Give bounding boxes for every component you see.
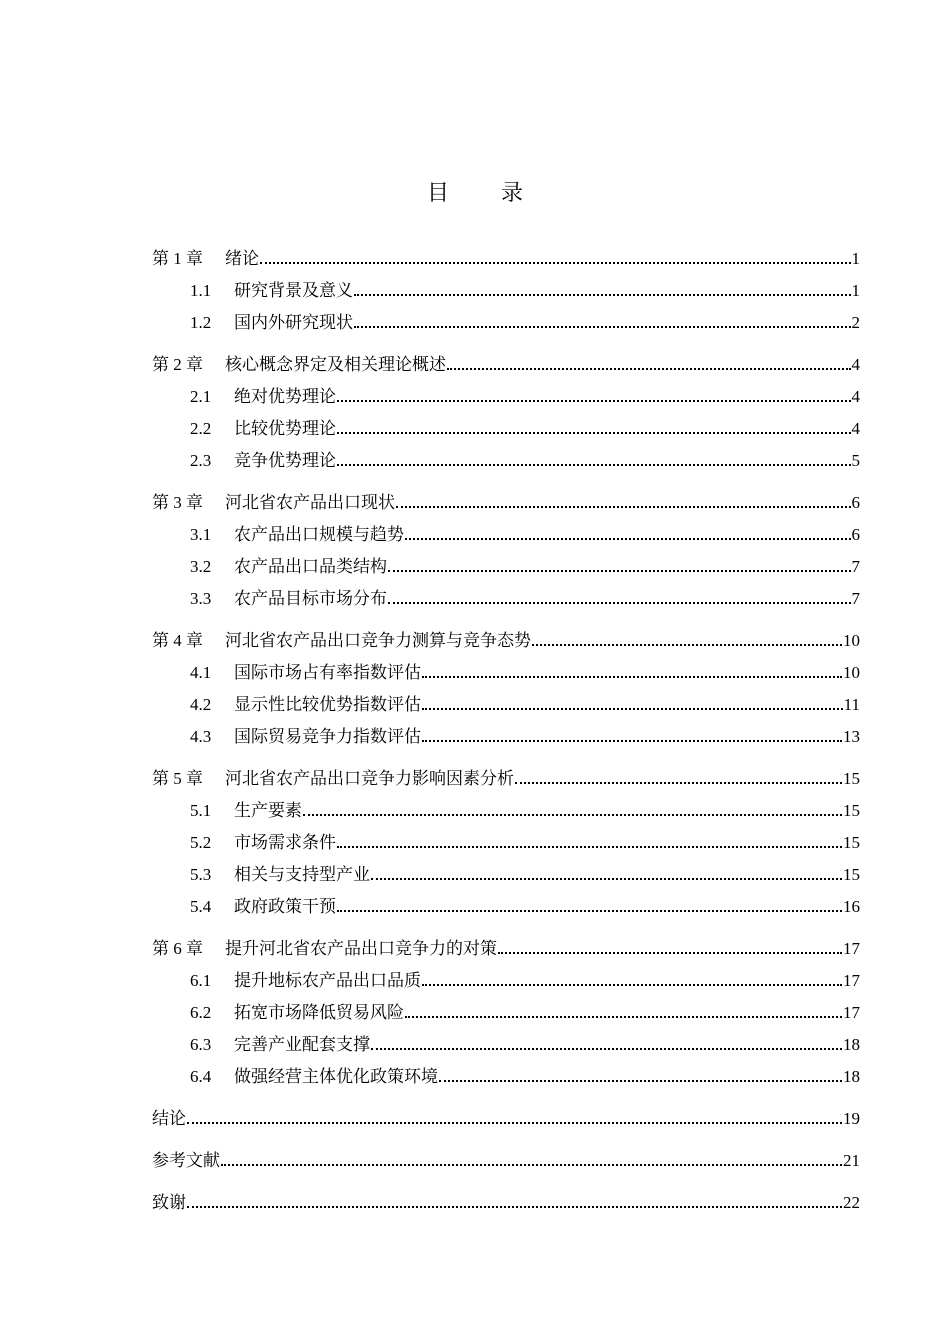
toc-entry-label: 绝对优势理论 [234,387,336,407]
toc-entry-page-number: 4 [851,387,860,406]
toc-dot-leader [388,569,851,572]
toc-entry-label: 绪论 [225,249,259,269]
toc-dot-leader [260,261,851,264]
toc-section-entry[interactable] [152,860,860,892]
toc-dot-leader [439,1079,842,1082]
toc-chapter-entry[interactable] [152,764,860,796]
toc-entry-number: 第 1 章 [152,249,203,268]
toc-dot-leader [303,813,842,816]
toc-entry-label: 致谢 [152,1193,186,1213]
toc-entry-label: 国际贸易竞争力指数评估 [234,727,421,747]
toc-dot-leader [187,1205,842,1208]
toc-entry-number: 第 4 章 [152,631,203,650]
toc-dot-leader [221,1163,842,1166]
table-of-contents [152,244,860,1220]
toc-entry-label: 河北省农产品出口现状 [225,493,395,513]
toc-section-entry[interactable] [152,1030,860,1062]
toc-entry-label: 生产要素 [234,801,302,821]
toc-section-entry[interactable] [152,520,860,552]
toc-section-entry[interactable] [152,308,860,340]
toc-entry-page-number: 4 [851,419,860,438]
toc-entry-label: 国际市场占有率指数评估 [234,663,421,683]
toc-dot-leader [422,707,843,710]
toc-title [0,176,950,207]
toc-chapter-entry[interactable] [152,1188,860,1220]
toc-title-char-1: 目 [426,181,449,206]
toc-entry-label: 河北省农产品出口竞争力影响因素分析 [225,769,514,789]
toc-entry-page-number: 18 [843,1035,860,1054]
toc-dot-leader [371,1047,842,1050]
toc-chapter-entry[interactable] [152,1146,860,1178]
toc-dot-leader [405,537,851,540]
toc-dot-leader [515,781,842,784]
toc-section-entry[interactable] [152,584,860,616]
toc-chapter-entry[interactable] [152,934,860,966]
toc-entry-number: 2.1 [190,387,212,406]
toc-entry-page-number: 17 [843,971,860,990]
toc-entry-number: 4.2 [190,695,212,714]
toc-dot-leader [337,399,851,402]
toc-section-entry[interactable] [152,446,860,478]
toc-entry-number: 5.4 [190,897,212,916]
toc-entry-number: 第 3 章 [152,493,203,512]
toc-entry-page-number: 4 [851,355,860,374]
toc-section-entry[interactable] [152,722,860,754]
toc-dot-leader [422,739,842,742]
toc-entry-page-number: 1 [851,249,860,268]
toc-entry-number: 3.2 [190,557,212,576]
toc-entry-page-number: 5 [851,451,860,470]
toc-entry-number: 2.2 [190,419,212,438]
toc-section-entry[interactable] [152,1062,860,1094]
toc-entry-number: 3.3 [190,589,212,608]
toc-dot-leader [337,909,842,912]
toc-section-entry[interactable] [152,690,860,722]
toc-entry-page-number: 19 [843,1109,860,1128]
toc-entry-label: 竞争优势理论 [234,451,336,471]
toc-entry-page-number: 15 [843,865,860,884]
toc-entry-number: 1.1 [190,281,212,300]
toc-entry-page-number: 15 [843,801,860,820]
toc-entry-page-number: 18 [843,1067,860,1086]
toc-entry-label: 农产品出口规模与趋势 [234,525,404,545]
toc-entry-label: 做强经营主体优化政策环境 [234,1067,438,1087]
toc-dot-leader [354,293,851,296]
toc-entry-label: 结论 [152,1109,186,1129]
toc-entry-label: 显示性比较优势指数评估 [234,695,421,715]
toc-entry-number: 3.1 [190,525,212,544]
toc-entry-label: 提升河北省农产品出口竞争力的对策 [225,939,497,959]
toc-section-entry[interactable] [152,828,860,860]
toc-dot-leader [337,431,851,434]
toc-chapter-entry[interactable] [152,350,860,382]
toc-chapter-entry[interactable] [152,244,860,276]
toc-entry-label: 农产品目标市场分布 [234,589,387,609]
toc-dot-leader [422,675,842,678]
toc-dot-leader [532,643,842,646]
toc-entry-label: 政府政策干预 [234,897,336,917]
toc-entry-page-number: 15 [843,769,860,788]
toc-section-entry[interactable] [152,796,860,828]
toc-entry-label: 参考文献 [152,1151,220,1171]
toc-entry-label: 拓宽市场降低贸易风险 [234,1003,404,1023]
toc-section-entry[interactable] [152,414,860,446]
toc-entry-number: 1.2 [190,313,212,332]
toc-entry-number: 4.1 [190,663,212,682]
toc-dot-leader [388,601,851,604]
toc-entry-page-number: 13 [843,727,860,746]
toc-dot-leader [422,983,842,986]
toc-entry-number: 6.2 [190,1003,212,1022]
toc-entry-page-number: 22 [843,1193,860,1212]
toc-entry-number: 2.3 [190,451,212,470]
toc-dot-leader [337,463,851,466]
toc-entry-page-number: 15 [843,833,860,852]
toc-section-entry[interactable] [152,892,860,924]
toc-entry-label: 核心概念界定及相关理论概述 [225,355,446,375]
toc-entry-page-number: 1 [851,281,860,300]
toc-entry-label: 完善产业配套支撑 [234,1035,370,1055]
toc-chapter-entry[interactable] [152,488,860,520]
toc-entry-label: 提升地标农产品出口品质 [234,971,421,991]
toc-entry-number: 第 5 章 [152,769,203,788]
toc-entry-label: 农产品出口品类结构 [234,557,387,577]
toc-entry-page-number: 2 [851,313,860,332]
toc-entry-page-number: 17 [843,1003,860,1022]
toc-entry-number: 5.2 [190,833,212,852]
toc-entry-page-number: 11 [843,695,860,714]
toc-entry-page-number: 21 [843,1151,860,1170]
toc-entry-page-number: 6 [851,493,860,512]
toc-entry-label: 国内外研究现状 [234,313,353,333]
toc-section-entry[interactable] [152,658,860,690]
toc-dot-leader [371,877,842,880]
toc-entry-label: 河北省农产品出口竞争力测算与竞争态势 [225,631,531,651]
toc-entry-label: 研究背景及意义 [234,281,353,301]
toc-title-char-2: 录 [501,181,524,206]
toc-entry-number: 4.3 [190,727,212,746]
toc-entry-label: 相关与支持型产业 [234,865,370,885]
toc-dot-leader [498,951,842,954]
toc-entry-number: 6.3 [190,1035,212,1054]
toc-entry-number: 6.4 [190,1067,212,1086]
toc-entry-label: 比较优势理论 [234,419,336,439]
toc-dot-leader [405,1015,842,1018]
toc-dot-leader [337,845,842,848]
toc-dot-leader [447,367,851,370]
toc-chapter-entry[interactable] [152,626,860,658]
toc-entry-number: 5.1 [190,801,212,820]
toc-entry-page-number: 10 [843,631,860,650]
toc-entry-number: 第 2 章 [152,355,203,374]
toc-entry-page-number: 17 [843,939,860,958]
toc-dot-leader [396,505,851,508]
toc-section-entry[interactable] [152,276,860,308]
toc-entry-label: 市场需求条件 [234,833,336,853]
toc-entry-number: 6.1 [190,971,212,990]
toc-chapter-entry[interactable] [152,1104,860,1136]
toc-entry-page-number: 6 [851,525,860,544]
toc-entry-number: 第 6 章 [152,939,203,958]
toc-entry-number: 5.3 [190,865,212,884]
toc-dot-leader [354,325,851,328]
toc-entry-page-number: 7 [851,557,860,576]
toc-entry-page-number: 7 [851,589,860,608]
toc-section-entry[interactable] [152,552,860,584]
toc-section-entry[interactable] [152,998,860,1030]
toc-entry-page-number: 10 [843,663,860,682]
toc-section-entry[interactable] [152,966,860,998]
toc-entry-page-number: 16 [843,897,860,916]
toc-section-entry[interactable] [152,382,860,414]
toc-dot-leader [187,1121,842,1124]
